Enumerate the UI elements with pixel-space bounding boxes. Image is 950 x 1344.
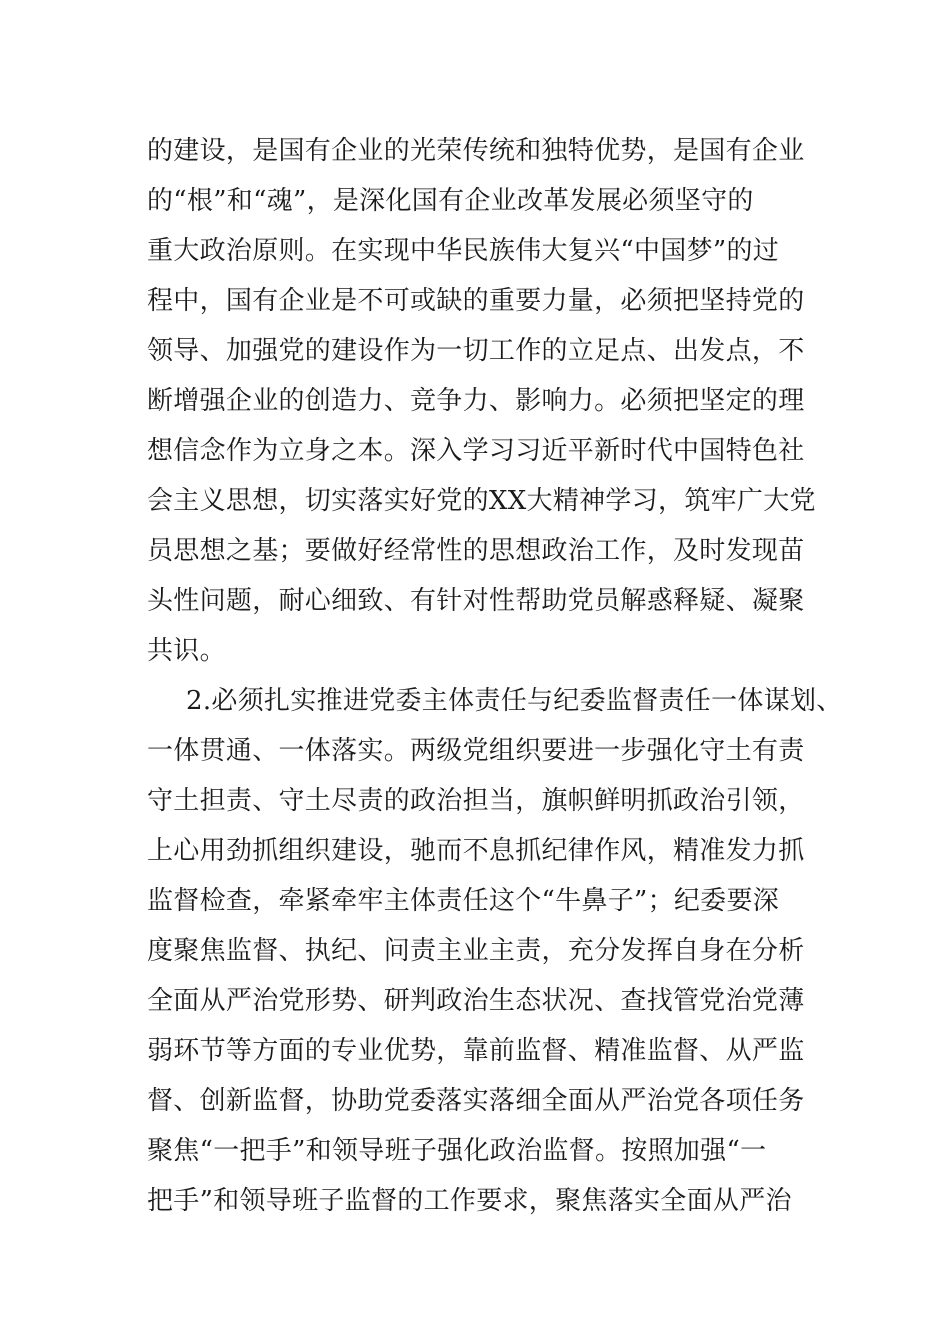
text-line: 想信念作为立身之本。深入学习习近平新时代中国特色社 xyxy=(147,436,805,466)
text-line: 监督检查，牵紧牵牢主体责任这个“牛鼻子”；纪委要深 xyxy=(147,886,780,916)
text-line: 督、创新监督，协助党委落实落细全面从严治党各项任务 xyxy=(147,1086,805,1116)
text-line: 的建设，是国有企业的光荣传统和独特优势，是国有企业 xyxy=(147,136,805,166)
text-line: 断增强企业的创造力、竞争力、影响力。必须把坚定的理 xyxy=(147,386,805,416)
text-line: 重大政治原则。在实现中华民族伟大复兴“中国梦”的过 xyxy=(147,236,780,266)
text-line: 的“根”和“魂”，是深化国有企业改革发展必须坚守的 xyxy=(147,186,754,216)
text-line: 共识。 xyxy=(147,636,226,666)
text-line: 全面从严治党形势、研判政治生态状况、查找管党治党薄 xyxy=(147,986,805,1016)
text-line: 度聚焦监督、执纪、问责主业主责，充分发挥自身在分析 xyxy=(147,936,805,966)
text-line: 领导、加强党的建设作为一切工作的立足点、出发点，不 xyxy=(147,336,805,366)
text-line: 程中，国有企业是不可或缺的重要力量，必须把坚持党的 xyxy=(147,286,805,316)
text-line: 守土担责、守土尽责的政治担当，旗帜鲜明抓政治引领， xyxy=(147,786,805,816)
text-line: 员思想之基；要做好经常性的思想政治工作，及时发现苗 xyxy=(147,536,805,566)
text-line: 弱环节等方面的专业优势，靠前监督、精准监督、从严监 xyxy=(147,1036,805,1066)
text-line: 头性问题，耐心细致、有针对性帮助党员解惑释疑、凝聚 xyxy=(147,586,805,616)
paragraph-2-first-line: 2.必须扎实推进党委主体责任与纪委监督责任一体谋划、 xyxy=(186,686,843,716)
text-line: 一体贯通、一体落实。两级党组织要进一步强化守土有责 xyxy=(147,736,805,766)
text-line: 会主义思想，切实落实好党的XX大精神学习，筑牢广大党 xyxy=(147,486,816,516)
text-line: 把手”和领导班子监督的工作要求，聚焦落实全面从严治 xyxy=(147,1186,792,1216)
text-line: 上心用劲抓组织建设，驰而不息抓纪律作风，精准发力抓 xyxy=(147,836,805,866)
text-line: 聚焦“一把手”和领导班子强化政治监督。按照加强“一 xyxy=(147,1136,767,1166)
